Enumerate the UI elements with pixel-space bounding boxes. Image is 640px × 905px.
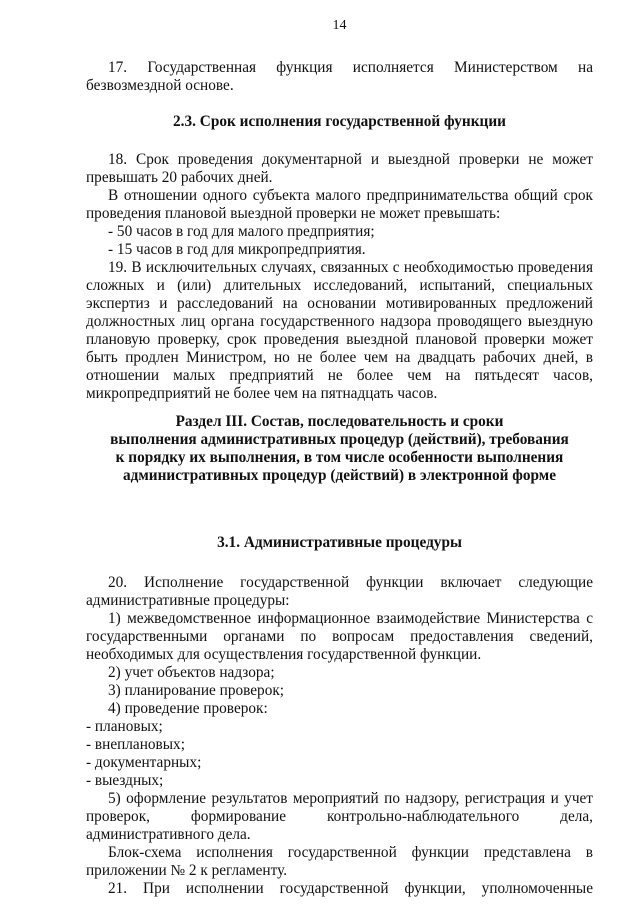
paragraph-20-line2: административные процедуры: [86,592,290,609]
item-5-line1: 5) оформление результатов мероприятий по надзору, регистрация и учет [108,790,593,807]
paragraph-17-line2: безвозмездной основе. [86,77,234,94]
part-3-title-line: административных процедур (действий) в электронной форме [122,467,557,484]
paragraph-20-line1: 20. Исполнение государственной функции включает следующие [108,574,593,591]
item-1-line2: государственными органами по вопросам предоставления сведений, [86,628,593,645]
paragraph-18-subject-limit: В отношении одного субъекта малого предпринимательства общий срок проведения плановой выездной проверки не может превышать: [86,187,593,222]
section-3-1-title: 3.1. Административные процедуры [217,534,462,551]
part-3-title [86,413,593,485]
list-item: - документарных; [86,754,202,771]
item-5-line2: проверок, формирование контрольно-наблюдательного дела, [86,808,593,825]
item-5-line3: административного дела. [86,826,251,843]
page-number: 14 [332,18,347,33]
item-1-line3: необходимых для осуществления государственной функции. [86,646,482,663]
list-item: 4) проведение проверок: [108,700,268,717]
list-item: - 50 часов в год для малого предприятия; [108,223,375,240]
part-3-title-line: к порядку их выполнения, в том числе особенности выполнения [115,449,564,466]
section-2-3-title: 2.3. Срок исполнения государственной функции [173,113,506,130]
paragraph-19: 19. В исключительных случаях, связанных с необходимостью проведения сложных и (или) длительных исследований, испытаний, специальных экспертиз и расследований на основании мотивированных предложений должностных лиц органа государственного надзора проводящего выездную плановую проверку, срок проведения выездной плановой проверки может быть продлен Министром, но не более чем на двадцать рабочих дней, в отношении малых предприятий не более чем на пятьдесят часов, микропредприятий не более чем на пятнадцать часов. [86,259,593,402]
list-item: 2) учет объектов надзора; [108,664,275,681]
list-item: - выездных; [86,772,164,789]
blockscheme-line2: приложении № 2 к регламенту. [86,862,288,879]
paragraph-21: 21. При исполнении государственной функции, уполномоченные [108,880,593,897]
list-item: - внеплановых; [86,736,185,753]
paragraph-17-line1: 17. Государственная функция исполняется Министерством на [108,59,593,76]
paragraph-18: 18. Срок проведения документарной и выездной проверки не может превышать 20 рабочих дней. [86,151,593,186]
list-item: 3) планирование проверок; [108,682,285,699]
part-3-title-line: Раздел III. Состав, последовательность и сроки [175,413,504,430]
part-3-title-line: выполнения административных процедур (действий), требования [110,431,569,448]
blockscheme-line1: Блок-схема исполнения государственной функции представлена в [108,844,593,861]
list-item: - плановых; [86,718,163,735]
item-1-line1: 1) межведомственное информационное взаимодействие Министерства с [108,610,593,627]
list-item: - 15 часов в год для микропредприятия. [108,241,366,258]
